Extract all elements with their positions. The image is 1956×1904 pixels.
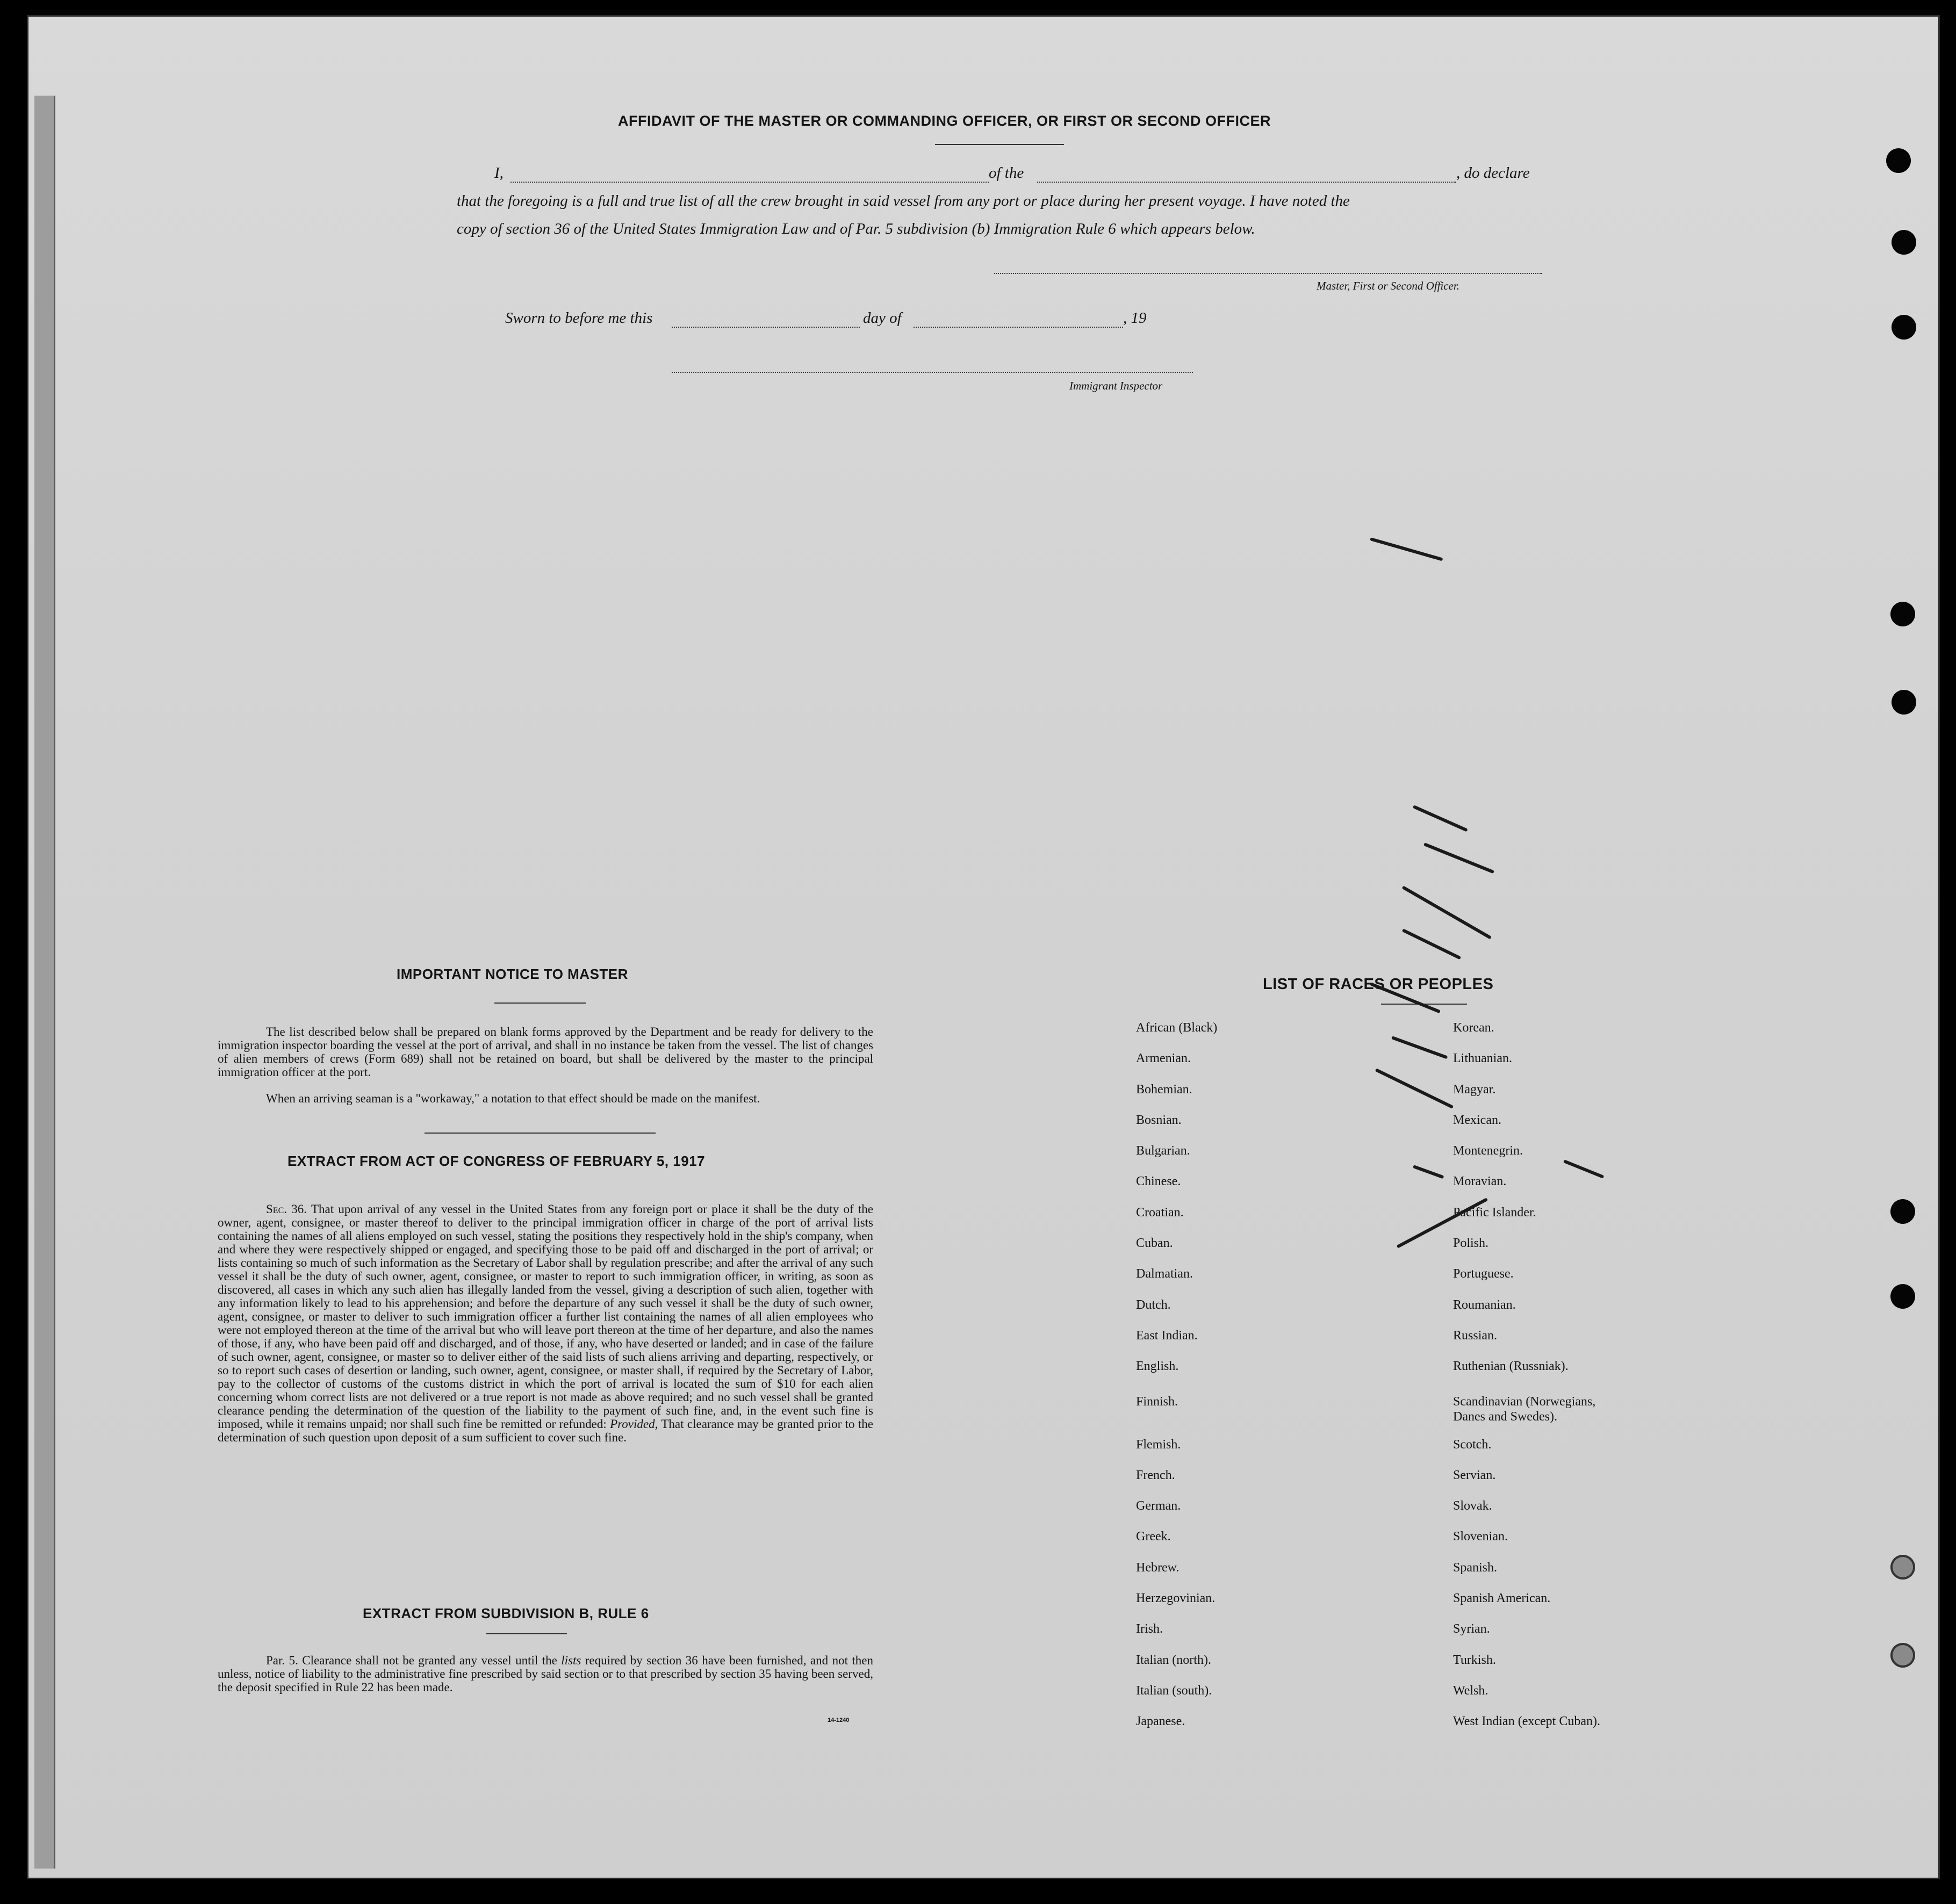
section-36-provided: Provided, (610, 1417, 658, 1431)
races-right-column (1453, 1021, 1600, 1746)
race-item: Welsh. (1453, 1683, 1488, 1698)
section-36-body: That upon arrival of any vessel in the United States from any foreign port or place it shall be the duty of the owner, agent, consignee, or master thereof to deliver to the principal immigration officer in charge of the port of arrival lists containing the names of all aliens employed on such vessel, stating the positions they respectively hold in the ship's company, when and where they were respectively shipped or engaged, and specifying those to be paid off and discharged in the port of arrival; or lists containing so much of such information as the Secretary of Labor shall by regulation prescribe; and after the arrival of any such vessel it shall be the duty of such owner, agent, consignee, or master to report to such immigration officer, in writing, as soon as discovered, all cases in which any such alien has illegally landed from the vessel, giving a description of such alien, together with any information likely to lead to his apprehension; and before the departure of any such vessel it shall be the duty of such owner, agent, consignee, or master to deliver to such immigration officer a further list containing the names of all alien employees who were not employed thereon at the time of the arrival but who will leave port thereon at the time of her departure, and also the names of those, if any, who have been paid off and discharged, and of those, if any, who have deserted or landed; and in case of the failure of such owner, agent, consignee, or master so to deliver either of the said lists of such aliens arriving and departing, respectively, or so to report such cases of desertion or landing, such owner, agent, consignee, or master shall, if required by the Secretary of Labor, pay to the collector of customs of the customs district in which the port of arrival is located the sum of $10 for each alien concerning whom correct lists are not delivered or a true report is not made as above required; and no such vessel shall be granted clearance pending the determination of the question of the liability to the payment of such fine, and, in the event such fine is imposed, while it remains unpaid; nor shall such fine be remitted or refunded: (218, 1202, 873, 1431)
affidavit-title: AFFIDAVIT OF THE MASTER OR COMMANDING OFFICER, OR FIRST OR SECOND OFFICER (618, 113, 1271, 129)
race-item: Lithuanian. (1453, 1051, 1512, 1066)
section-36-body-end: That clearance may be granted prior to the determination of such question upon deposit of a sum sufficient to cover such fine. (218, 1417, 874, 1444)
race-item: Roumanian. (1453, 1297, 1516, 1312)
affidavit-text-line2: that the foregoing is a full and true list of all the crew brought in said vessel from any port or place during her present voyage. I have noted the (457, 192, 1350, 210)
extract-act-title: EXTRACT FROM ACT OF CONGRESS OF FEBRUARY 5, 1917 (287, 1153, 706, 1169)
notice-title: IMPORTANT NOTICE TO MASTER (397, 966, 628, 982)
notice-paragraph-2 (218, 1092, 873, 1105)
race-item: Dalmatian. (1136, 1267, 1193, 1281)
race-item: Korean. (1453, 1021, 1494, 1035)
races-title: LIST OF RACES OR PEOPLES (1263, 976, 1494, 993)
rule-6-text (218, 1654, 873, 1694)
section-36-text (218, 1202, 873, 1444)
race-item: West Indian (except Cuban). (1453, 1714, 1600, 1729)
race-item: Polish. (1453, 1236, 1489, 1251)
race-item: Spanish American. (1453, 1591, 1551, 1606)
race-item: Bohemian. (1136, 1082, 1192, 1097)
race-item: Turkish. (1453, 1653, 1496, 1667)
race-item: Syrian. (1453, 1622, 1490, 1636)
race-item: Danes and Swedes). (1453, 1409, 1557, 1424)
race-item: Magyar. (1453, 1082, 1496, 1097)
rule-6-body-end: required by section 36 have been furnished, and not then unless, notice of liability to the administrative fine prescribed by said section or to that prescribed by section 35 having been served, the deposit specified in Rule 22 has been made. (218, 1654, 874, 1694)
affidavit-declare-label: , do declare (1456, 164, 1530, 182)
race-item: Slovak. (1453, 1499, 1492, 1513)
race-item: Armenian. (1136, 1051, 1191, 1066)
binder-hole-icon (1892, 230, 1916, 255)
race-item: Bosnian. (1136, 1113, 1182, 1127)
inspector-signature-field[interactable] (672, 372, 1193, 373)
ink-mark (1413, 805, 1468, 832)
rule-6-body: Par. 5. Clearance shall not be granted any vessel until the (266, 1654, 557, 1667)
extract-rule-title: EXTRACT FROM SUBDIVISION B, RULE 6 (363, 1605, 649, 1621)
race-item: Dutch. (1136, 1297, 1171, 1312)
folded-page-edge (34, 96, 55, 1869)
document-page (27, 15, 1940, 1879)
notice-paragraph-1 (218, 1025, 873, 1079)
race-item: Italian (south). (1136, 1683, 1212, 1698)
binder-hole-icon (1890, 1643, 1915, 1668)
master-signature-field[interactable] (994, 273, 1542, 274)
sworn-day-label: day of (863, 309, 902, 327)
race-item: Montenegrin. (1453, 1144, 1523, 1158)
race-item: Spanish. (1453, 1560, 1498, 1575)
race-item: Portuguese. (1453, 1267, 1514, 1281)
sworn-month-field[interactable] (914, 327, 1123, 328)
notice-text-1: The list described below shall be prepared on blank forms approved by the Department and be ready for delivery to the immigration inspector boarding the vessel at the port of arrival, and shall in no instance be taken from the vessel. The list of changes of alien members of crews (Form 689) shall not be retained on board, but shall be delivered by the master to the principal immigration officer at the port. (218, 1025, 873, 1079)
race-item: Irish. (1136, 1622, 1163, 1636)
race-item: Herzegovinian. (1136, 1591, 1216, 1606)
notice-end-divider (425, 1133, 656, 1134)
sworn-day-field[interactable] (672, 327, 860, 328)
master-signature-label: Master, First or Second Officer. (1317, 279, 1459, 292)
binder-hole-icon (1890, 602, 1915, 626)
ink-mark (1423, 842, 1494, 874)
binder-hole-icon (1890, 1199, 1915, 1224)
affidavit-of-the-label: of the (989, 164, 1024, 182)
extract-rule-divider (486, 1633, 567, 1634)
vessel-name-field[interactable] (1037, 182, 1456, 183)
race-item: Moravian. (1453, 1174, 1507, 1189)
rule-6-lists: lists (561, 1654, 581, 1667)
race-item: Bulgarian. (1136, 1144, 1190, 1158)
race-item: Flemish. (1136, 1437, 1181, 1452)
race-item: French. (1136, 1468, 1175, 1482)
race-item: Greek. (1136, 1530, 1171, 1544)
race-item: Scotch. (1453, 1437, 1492, 1452)
race-item: English. (1136, 1359, 1179, 1374)
race-item: Cuban. (1136, 1236, 1173, 1251)
race-item: African (Black) (1136, 1021, 1218, 1035)
race-item: Finnish. (1136, 1394, 1178, 1409)
race-item: Croatian. (1136, 1205, 1184, 1220)
section-36-label: Sec. 36. (266, 1202, 307, 1216)
notice-divider (494, 1003, 586, 1004)
ink-mark (1391, 1036, 1448, 1059)
race-item: Chinese. (1136, 1174, 1181, 1189)
ink-mark (1402, 885, 1492, 939)
race-item: Scandinavian (Norwegians, (1453, 1394, 1596, 1409)
ink-mark (1370, 537, 1443, 561)
race-item: Italian (north). (1136, 1653, 1211, 1667)
inspector-signature-label: Immigrant Inspector (1069, 379, 1163, 392)
race-item: Russian. (1453, 1328, 1498, 1343)
ink-mark (1413, 1165, 1444, 1179)
race-item: Hebrew. (1136, 1560, 1180, 1575)
affidavit-text-line3: copy of section 36 of the United States Immigration Law and of Par. 5 subdivision (b) Immigration Rule 6 which appears below. (457, 220, 1255, 237)
binder-hole-icon (1892, 315, 1916, 340)
race-item: German. (1136, 1499, 1181, 1513)
sworn-year-label: , 19 (1123, 309, 1147, 327)
race-item: Ruthenian (Russniak). (1453, 1359, 1569, 1374)
race-item: Mexican. (1453, 1113, 1501, 1127)
binder-hole-icon (1892, 690, 1916, 715)
race-item: Slovenian. (1453, 1530, 1508, 1544)
race-item: East Indian. (1136, 1328, 1198, 1343)
binder-hole-icon (1886, 148, 1911, 173)
races-left-column (1136, 1021, 1217, 1746)
ink-mark (1402, 928, 1461, 960)
notice-text-2: When an arriving seaman is a "workaway," a notation to that effect should be made on the manifest. (266, 1092, 760, 1105)
form-number: 14-1240 (828, 1717, 850, 1723)
affidavit-i-label: I, (494, 164, 504, 182)
ink-mark (1375, 1068, 1454, 1109)
race-item: Japanese. (1136, 1714, 1185, 1729)
race-item: Servian. (1453, 1468, 1496, 1482)
sworn-prefix-label: Sworn to before me this (505, 309, 653, 327)
affidavit-title-divider (935, 144, 1064, 145)
binder-hole-icon (1890, 1284, 1915, 1309)
master-name-field[interactable] (510, 182, 989, 183)
race-item: Pacific Islander. (1453, 1205, 1536, 1220)
binder-hole-icon (1890, 1555, 1915, 1580)
